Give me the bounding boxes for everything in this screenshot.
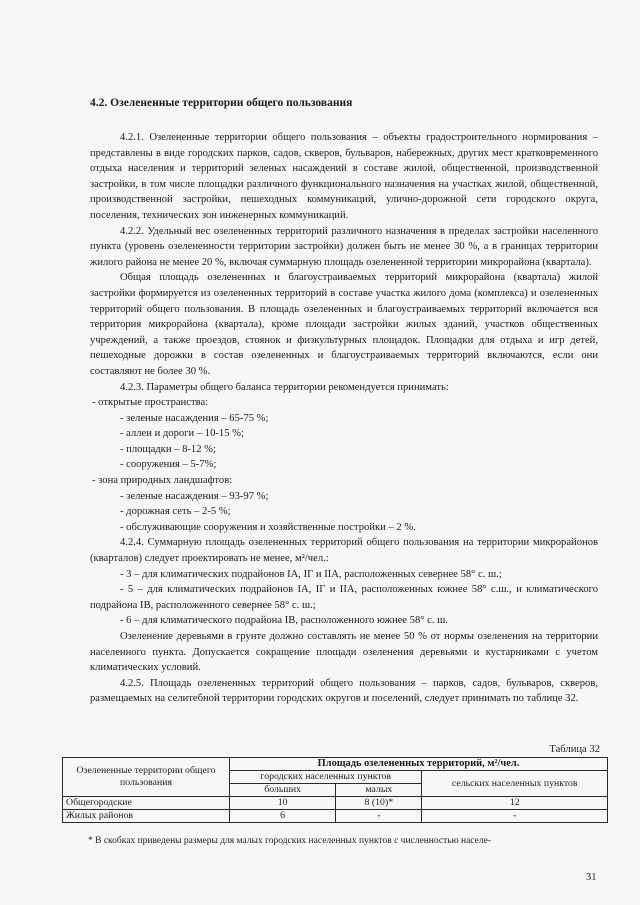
- table-row: [63, 810, 608, 823]
- header-area: Площадь озелененных территорий, м²/чел.: [230, 758, 608, 771]
- header-urban: городских населенных пунктов: [230, 771, 422, 784]
- header-rural: сельских населенных пунктов: [422, 771, 608, 797]
- list-item: - аллеи и дороги – 10-15 %;: [120, 428, 244, 440]
- paragraph-4-2-1: 4.2.1. Озелененные территории общего пользования – объекты градостроительного нормирования – представлены в виде городских парков, садов, скверов, бульваров, набережных, других мест кратковременного отдыха населения и территорий зеленых насаждений в составе жилой, общественной, производственной застройки, в том числе площадки различного функционального назначения на участках жилой, общественной, производственной застройки, пешеходных коммуникаций, улично-дорожной сети городского округа, поселения, технических зон инженерных коммуникаций.: [90, 132, 598, 221]
- header-large: больших: [230, 784, 336, 797]
- paragraph-trees: Озеленение деревьями в грунте должно составлять не менее 50 % от нормы озеленения на территории населенного пункта. Допускается сокращение площади озеленения деревьями и кустарниками с учетом климатических условий.: [90, 631, 598, 674]
- table-row: [63, 797, 608, 810]
- cell-large: 6: [230, 810, 336, 823]
- cell-large: 10: [230, 797, 336, 810]
- climate-item: - 6 – для климатического подрайона IB, расположенного южнее 58° с. ш.: [120, 615, 448, 627]
- table-caption: Таблица 32: [549, 744, 600, 755]
- climate-item: - 3 – для климатических подрайонов IA, IГ и IIA, расположенных севернее 58° с. ш.;: [120, 568, 502, 580]
- open-spaces-label: - открытые пространства:: [92, 397, 209, 409]
- section-heading: 4.2. Озелененные территории общего пользования: [90, 97, 353, 109]
- cell-small: -: [336, 810, 422, 823]
- paragraph-4-2-2: 4.2.2. Удельный вес озелененных территорий различного назначения в пределах застройки населенного пункта (уровень озелененности территории застройки) должен быть не менее 30 %, а в границах территории жилого района не менее 20 %, включая суммарную площадь озелененной территории микрорайона (квартала).: [90, 225, 598, 268]
- climate-item: - 5 – для климатических подрайонов IA, IГ и IIA, расположенных южнее 58° с.ш., и климатического подрайона IB, расположенного севернее 58° с. ш.;: [90, 584, 598, 611]
- row-label: Жилых районов: [63, 810, 230, 823]
- cell-rural: 12: [422, 797, 608, 810]
- list-item: - дорожная сеть – 2-5 %;: [120, 506, 231, 518]
- footnote: * В скобках приведены размеры для малых городских населенных пунктов с численностью населе-: [88, 836, 492, 846]
- paragraph-total-area: Общая площадь озелененных и благоустраиваемых территорий микрорайона (квартала) жилой застройки формируется из озелененных территорий в составе участка жилого дома (комплекса) и озелененных территорий общего пользования. В площадь озелененных и благоустраиваемых территорий включается вся территория микрорайона (квартала), кроме площади застройки жилых зданий, участков общественных учреждений, а также проездов, стоянок и физкультурных площадок. Площадки для отдыха и игр детей, пешеходные дорожки в состав озелененных и благоустраиваемых территорий включаются, если они составляют не более 30 %.: [90, 272, 598, 377]
- list-item: - площадки – 8-12 %;: [120, 443, 216, 455]
- cell-small: 8 (10)*: [336, 797, 422, 810]
- header-territory: Озелененные территории общего пользования: [63, 758, 230, 797]
- natural-zone-label: - зона природных ландшафтов:: [92, 475, 233, 487]
- body-text: [90, 130, 598, 707]
- cell-rural: -: [422, 810, 608, 823]
- paragraph-4-2-3: 4.2.3. Параметры общего баланса территории рекомендуется принимать:: [120, 381, 449, 393]
- header-small: малых: [336, 784, 422, 797]
- list-item: - зеленые насаждения – 93-97 %;: [120, 490, 269, 502]
- list-item: - сооружения – 5-7%;: [120, 459, 217, 471]
- table-32: [62, 757, 608, 823]
- row-label: Общегородские: [63, 797, 230, 810]
- paragraph-4-2-4: 4.2.4. Суммарную площадь озелененных территорий общего пользования на территории микрорайонов (кварталов) следует проектировать не менее, м²/чел.:: [90, 537, 598, 565]
- list-item: - обслуживающие сооружения и хозяйственные постройки – 2 %.: [120, 521, 416, 533]
- page-number: 31: [586, 872, 597, 883]
- paragraph-4-2-5: 4.2.5. Площадь озелененных территорий общего пользования – парков, садов, бульваров, скверов, размещаемых на селитебной территории городских округов и поселений, следует принимать по таблице 32.: [90, 677, 598, 705]
- list-item: - зеленые насаждения – 65-75 %;: [120, 412, 269, 424]
